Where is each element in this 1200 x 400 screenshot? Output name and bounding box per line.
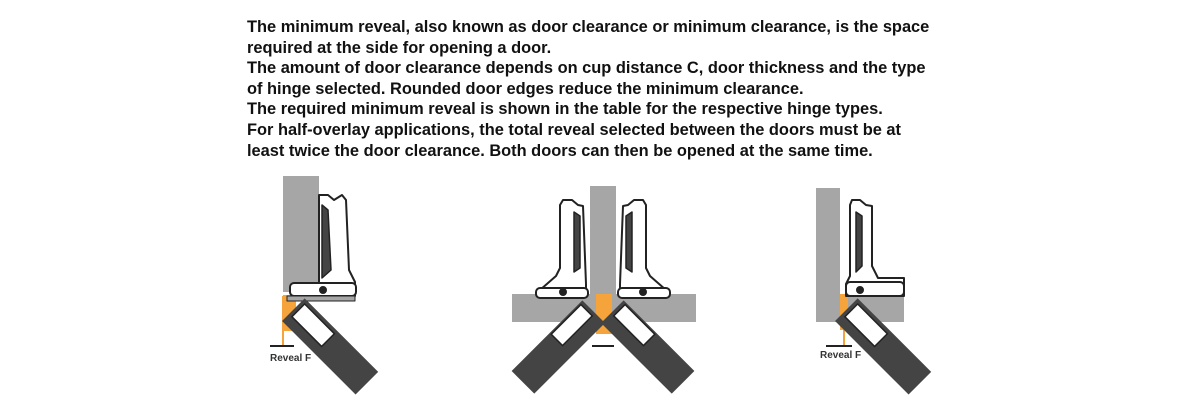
right-hinge-arm (618, 200, 670, 298)
description-line: The required minimum reveal is shown in the table for the respective hinge types. (247, 100, 883, 119)
description-line: For half-overlay applications, the total reveal selected between the doors must be at (247, 120, 901, 139)
full-overlay-hinge-diagram (270, 176, 378, 395)
cabinet-side-wall (816, 188, 840, 322)
half-overlay-hinge-diagram (512, 186, 696, 394)
reveal-label: Reveal F (270, 353, 312, 364)
description-line: of hinge selected. Rounded door edges reduce the minimum clearance. (247, 79, 804, 98)
reveal-label: Reveal F (820, 350, 862, 361)
inset-hinge-diagram (816, 188, 931, 395)
opened-door (282, 298, 378, 394)
cabinet-side-wall (283, 176, 319, 292)
description-line: The minimum reveal, also known as door clearance or minimum clearance, is the space (247, 18, 930, 36)
description-line: required at the side for opening a door. (247, 38, 552, 57)
description-line: The amount of door clearance depends on cup distance C, door thickness and the type (247, 59, 926, 78)
left-hinge-arm (536, 200, 588, 298)
hinge-arm (846, 200, 904, 296)
center-partition (590, 186, 616, 294)
description-line: least twice the door clearance. Both doors can then be opened at the same time. (247, 141, 873, 160)
